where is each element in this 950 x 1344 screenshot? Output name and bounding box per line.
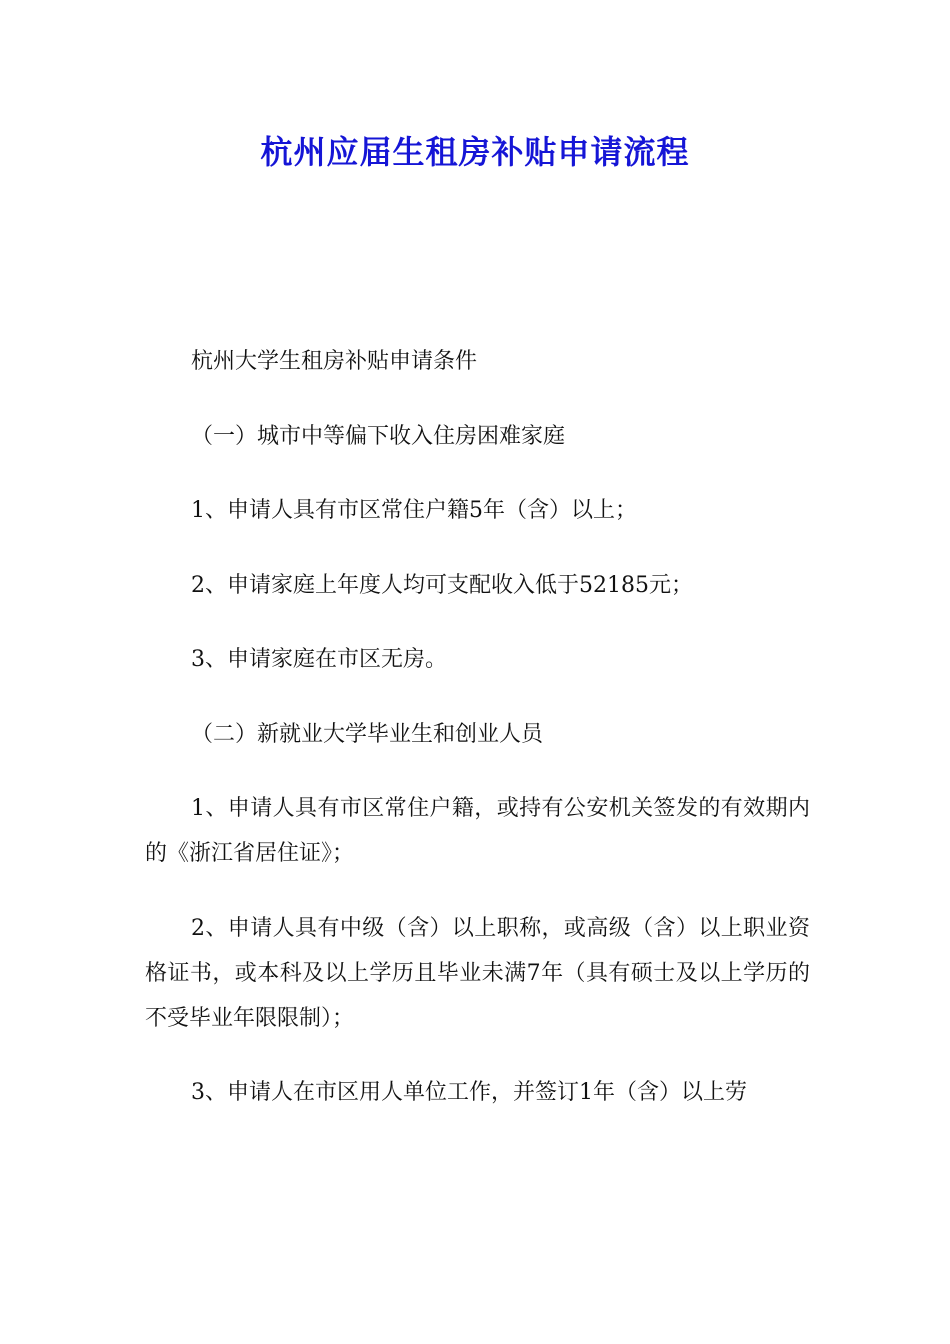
document-body	[145, 339, 810, 1145]
paragraph-item: 1、申请人具有市区常住户籍，或持有公安机关签发的有效期内的《浙江省居住证》；	[145, 796, 810, 866]
paragraph-item: 1、申请人具有市区常住户籍5年（含）以上；	[191, 498, 637, 523]
paragraph-item: 3、申请人在市区用人单位工作，并签订1年（含）以上劳	[191, 1080, 747, 1105]
paragraph-category-one: （一）城市中等偏下收入住房困难家庭	[191, 423, 566, 449]
paragraph-item: 2、申请家庭上年度人均可支配收入低于52185元；	[191, 572, 693, 598]
paragraph-section-heading: 杭州大学生租房补贴申请条件	[191, 349, 478, 374]
document-title: 杭州应届生租房补贴申请流程	[260, 133, 690, 171]
paragraph-item: 3、申请家庭在市区无房。	[191, 647, 447, 672]
paragraph-category-two: （二）新就业大学毕业生和创业人员	[191, 721, 544, 747]
paragraph-item: 2、申请人具有中级（含）以上职称，或高级（含）以上职业资格证书，或本科及以上学历且毕业未满7年（具有硕士及以上学历的不受毕业年限限制）；	[145, 915, 810, 1031]
